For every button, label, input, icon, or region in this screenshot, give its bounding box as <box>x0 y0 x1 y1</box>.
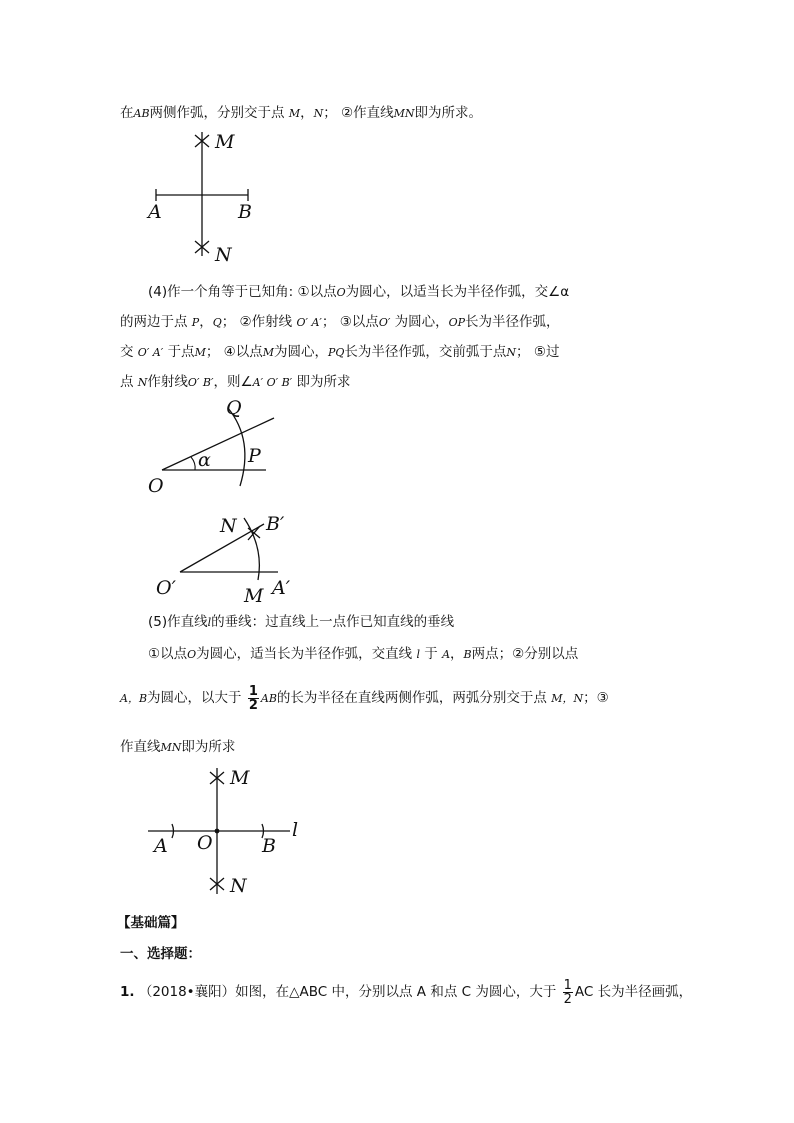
text: N <box>506 346 517 359</box>
text: O′ A′ <box>137 346 164 359</box>
label-n: N <box>215 244 232 266</box>
label-o: O <box>197 832 213 854</box>
label-q: Q <box>226 397 242 419</box>
label-b: B <box>238 201 252 223</box>
text: 即为所求 <box>181 739 236 755</box>
text: ， <box>300 105 314 121</box>
angle-arc <box>191 457 195 470</box>
text: 长为半径作弧， <box>465 314 560 330</box>
text: AC 长为半径画弧， <box>574 984 693 1000</box>
text: MN <box>160 741 182 754</box>
text: M，N <box>551 692 584 705</box>
known-angle-figure <box>140 396 290 496</box>
perpendicular-point-figure <box>140 764 320 900</box>
text: N <box>137 376 148 389</box>
arc-pq <box>228 408 245 486</box>
question-1 <box>120 976 692 1008</box>
perpendicular-bisector-figure <box>140 128 280 268</box>
question-number: 1. <box>120 984 135 1000</box>
text: ， <box>199 314 213 330</box>
text: 于点 <box>167 344 195 360</box>
label-n: N <box>230 875 247 897</box>
point-o <box>215 829 220 834</box>
label-p: P <box>248 445 261 467</box>
paragraph-line <box>148 282 569 303</box>
text: ①以点 <box>148 646 188 662</box>
text: 于 <box>424 646 438 662</box>
label-m: M <box>244 585 264 607</box>
text: (5)作直线 <box>148 614 208 630</box>
text: 即为所求 <box>296 374 351 390</box>
text: ； ②作射线 <box>221 314 293 330</box>
label-alpha: α <box>198 449 211 471</box>
text: N <box>313 107 324 120</box>
text: 点 <box>120 374 134 390</box>
text: 作直线 <box>120 739 161 755</box>
text: 长为半径作弧，交前弧于点 <box>344 344 507 360</box>
text: 为圆心，以大于 <box>147 690 242 706</box>
text: B <box>463 648 472 661</box>
text: ； ③以点 <box>321 314 379 330</box>
text: O <box>187 648 197 661</box>
section-heading: 【基础篇】 <box>117 915 185 931</box>
text: 两点；②分别以点 <box>471 646 579 662</box>
text: OP <box>448 316 466 329</box>
paragraph-line <box>120 312 560 333</box>
text: l <box>207 616 212 629</box>
text: 的两边于点 <box>120 314 188 330</box>
text: ； ④以点 <box>205 344 263 360</box>
label-l: l <box>292 819 299 841</box>
text: M <box>262 346 274 359</box>
text: ，则∠ <box>213 374 253 390</box>
text: （2018•襄阳）如图，在△ABC 中，分别以点 A 和点 C 为圆心，大于 <box>138 984 557 1000</box>
text: ；③ <box>583 690 609 706</box>
text: 即为所求。 <box>414 105 483 121</box>
fraction-denominator: 2 <box>248 697 258 713</box>
fraction-denominator: 2 <box>563 991 572 1007</box>
fraction-numerator: 1 <box>563 977 572 993</box>
text: O <box>336 286 346 299</box>
text: 交 <box>120 344 134 360</box>
subsection-heading: 一、选择题： <box>120 946 201 962</box>
text: O′ A′ <box>296 316 322 329</box>
label-b: B <box>262 835 276 857</box>
text: M <box>288 107 301 120</box>
text: A <box>442 648 451 661</box>
paragraph-line <box>120 342 559 363</box>
text: 为圆心， <box>274 344 328 360</box>
text: 为圆心，适当长为半径作弧，交直线 <box>196 646 413 662</box>
label-o: O <box>148 475 164 497</box>
text: MN <box>393 107 415 120</box>
text: O′ <box>378 316 391 329</box>
text: ， <box>450 646 464 662</box>
label-b-prime: B′ <box>266 513 285 535</box>
text: 的垂线：过直线上一点作已知直线的垂线 <box>211 614 455 630</box>
label-a-prime: A′ <box>272 577 291 599</box>
text: 的长为半径在直线两侧作弧，两弧分别交于点 <box>276 690 547 706</box>
paragraph-line <box>120 103 482 124</box>
label-a: A <box>148 201 162 223</box>
text: A，B <box>120 692 148 705</box>
text: Q <box>212 316 222 329</box>
text: A′ O′ B′ <box>252 376 293 389</box>
label-m: M <box>215 131 235 153</box>
text: (4)作一个角等于已知角: ①以点 <box>148 284 337 300</box>
paragraph-line <box>120 372 350 393</box>
label-o-prime: O′ <box>156 577 176 599</box>
text: 为圆心，以适当长为半径作弧，交∠α <box>345 284 570 300</box>
paragraph-line <box>120 737 235 758</box>
text: AB <box>133 107 150 120</box>
text: ； ⑤过 <box>516 344 560 360</box>
text: ； ②作直线 <box>323 105 394 121</box>
paragraph-line <box>148 612 454 633</box>
text: P <box>191 316 200 329</box>
text: 在 <box>120 105 134 121</box>
paragraph-line <box>148 644 578 665</box>
text: 为圆心， <box>394 314 449 330</box>
label-m: M <box>230 767 250 789</box>
text: 两侧作弧，分别交于点 <box>149 105 285 121</box>
label-a: A <box>154 835 168 857</box>
constructed-angle-figure <box>150 508 310 608</box>
paragraph-line <box>120 682 609 715</box>
fraction-numerator: 1 <box>248 683 258 699</box>
text: l <box>416 648 420 661</box>
text: AB <box>260 692 277 705</box>
text: 作射线 <box>147 374 188 390</box>
fraction <box>563 979 573 1006</box>
text: O′ B′ <box>187 376 214 389</box>
label-n: N <box>220 515 237 537</box>
fraction <box>248 685 259 712</box>
text: PQ <box>328 346 345 359</box>
text: M <box>194 346 206 359</box>
